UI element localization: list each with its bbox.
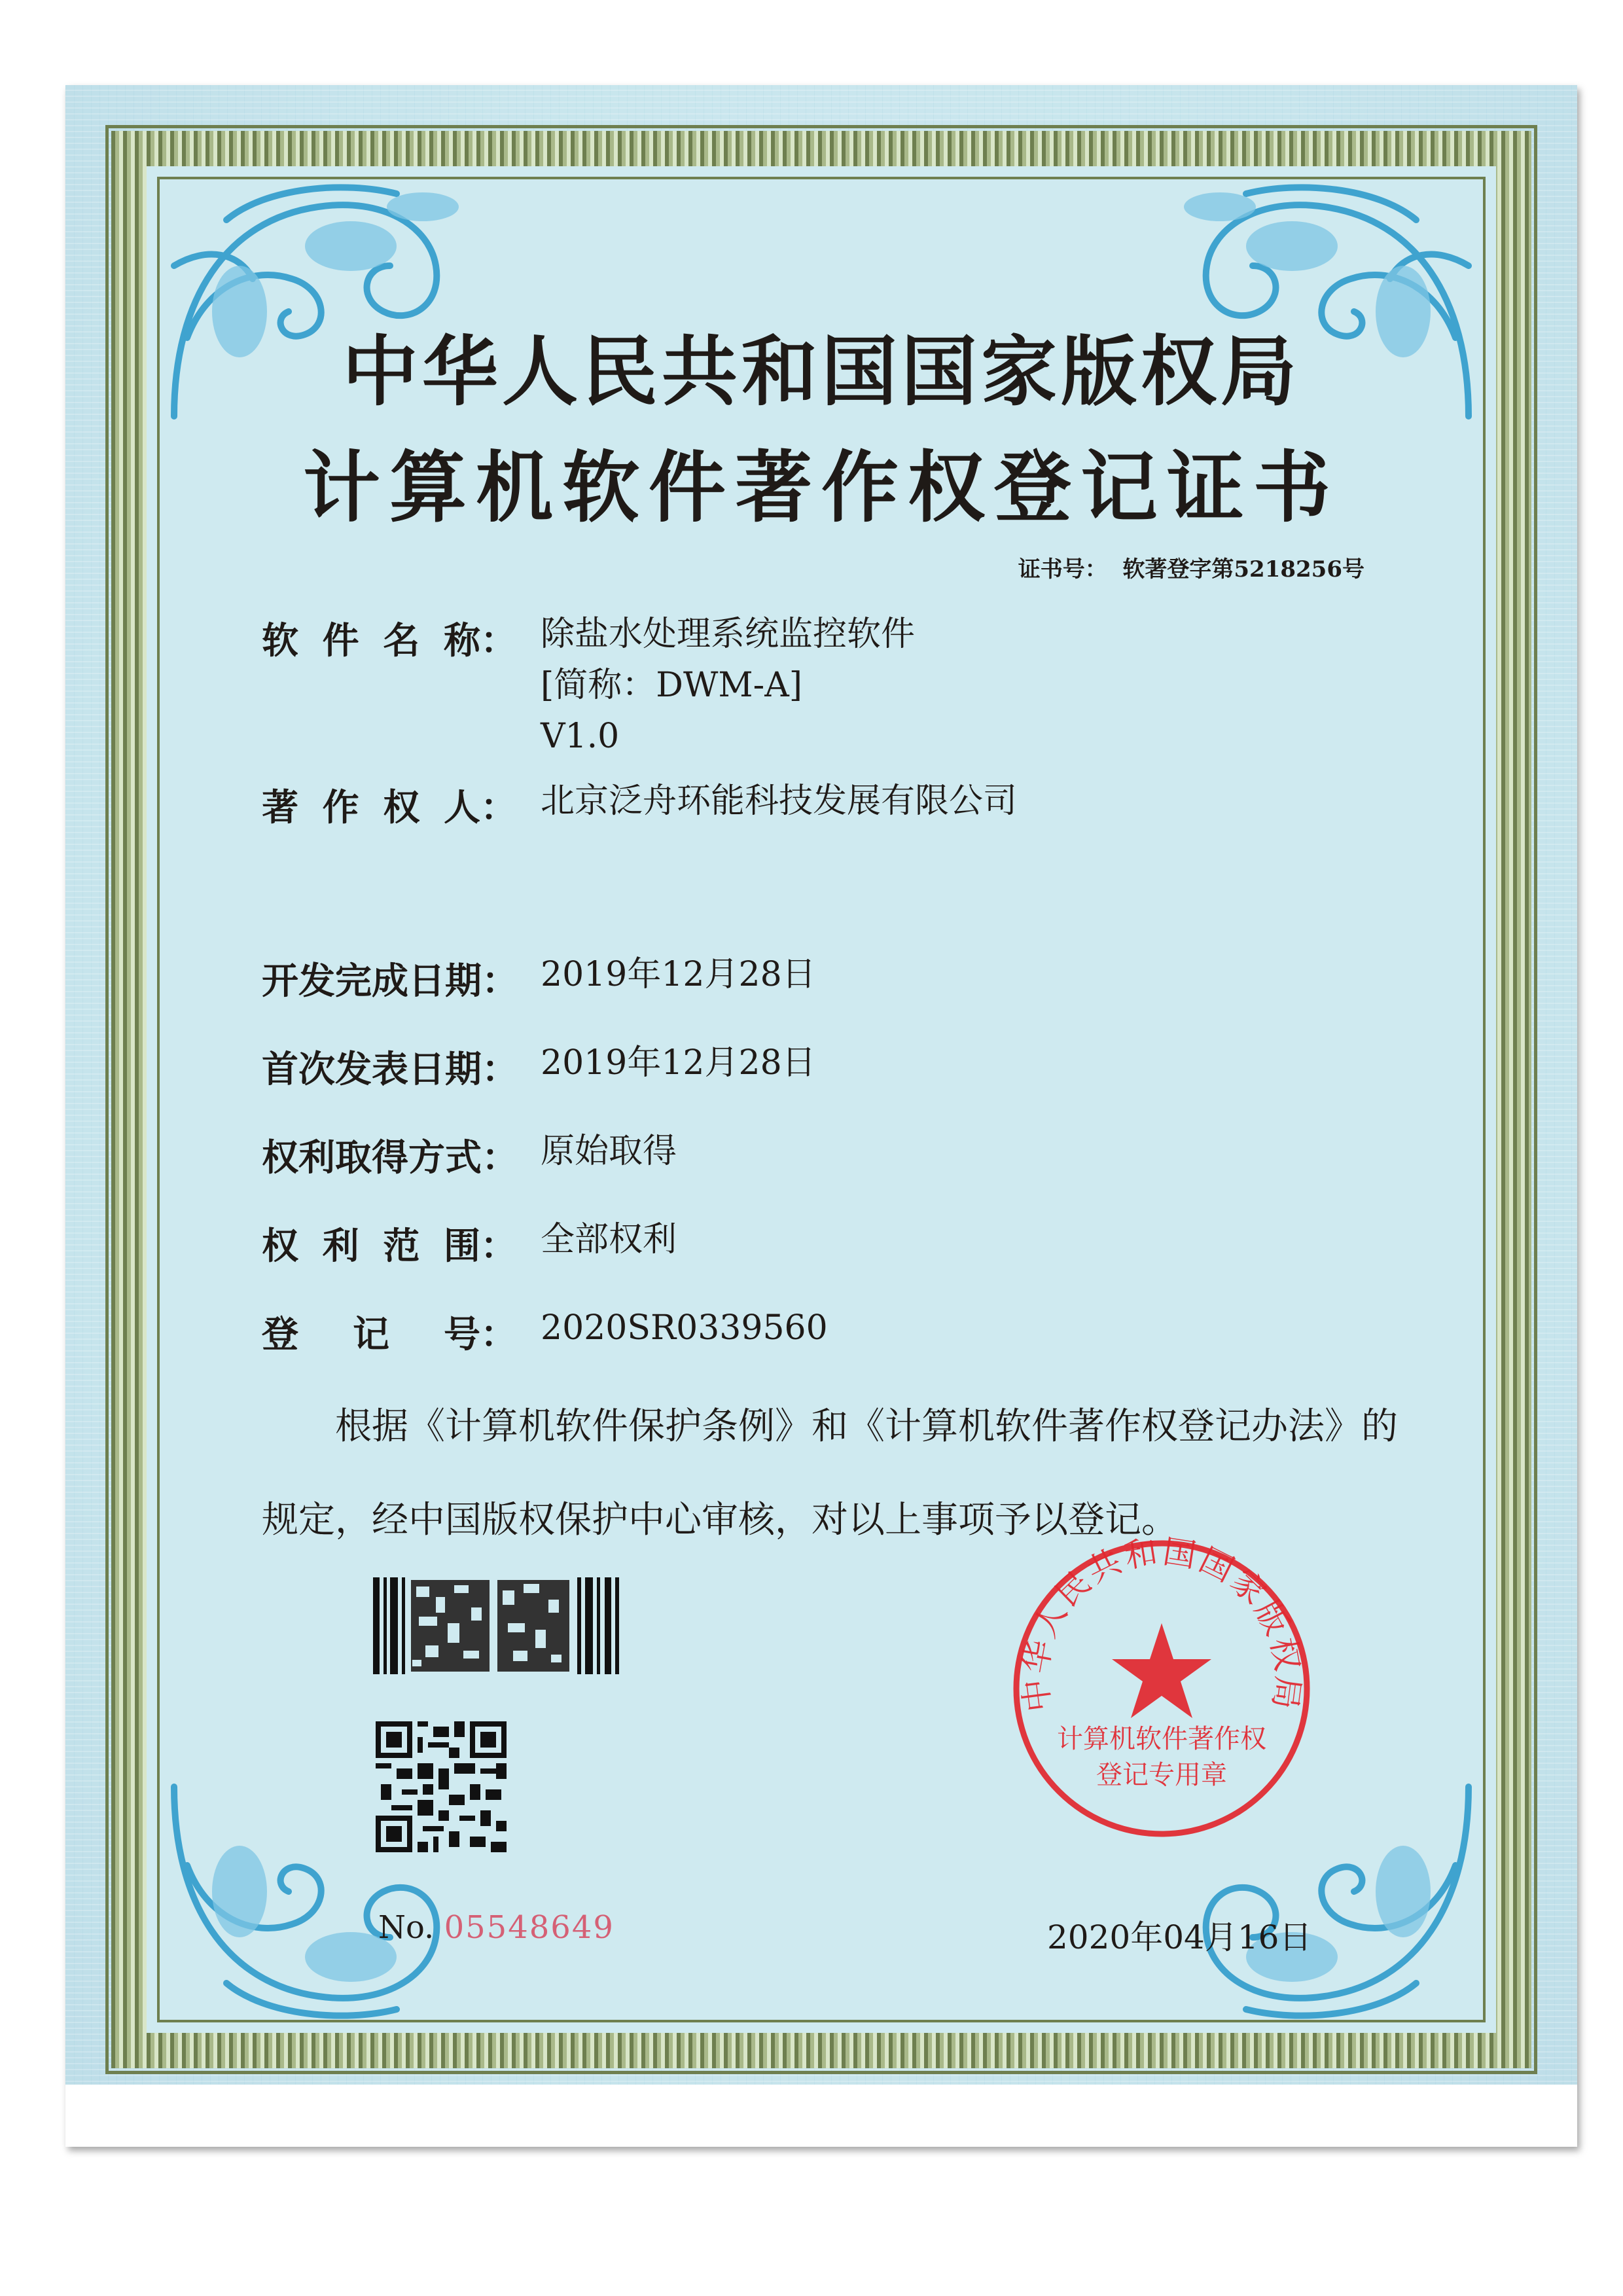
field-label-char: 期： <box>445 1048 518 1091</box>
serial-number: 05548649 <box>444 1909 615 1946</box>
serial-label: No. <box>378 1909 435 1946</box>
certificate-number-line <box>1018 551 1364 583</box>
seal-outer-text: 中华人民共和国国家版权局 <box>1016 1535 1308 1714</box>
field-label-char: 登 <box>262 1313 298 1356</box>
certificate-number: 软著登字第5218256号 <box>1122 556 1364 583</box>
field-value: 北京泛舟环能科技发展有限公司 <box>541 781 1018 821</box>
field-label-char: 开 <box>262 960 298 1003</box>
sheet-bottom-margin <box>65 2085 1577 2147</box>
field-label <box>262 952 517 1005</box>
field-value: V1.0 <box>541 717 620 756</box>
field-label <box>262 1129 517 1181</box>
certificate-sheet <box>65 85 1577 2147</box>
field-label-char: 人： <box>443 786 517 829</box>
field-label-char: 权 <box>262 1136 298 1179</box>
field-value: 2020SR0339560 <box>541 1308 828 1348</box>
field-label-char: 记 <box>353 1313 389 1356</box>
field-label-char: 发 <box>298 960 335 1003</box>
field-label <box>262 1041 517 1093</box>
field-value: [简称：DWM-A] <box>541 666 803 705</box>
field-label-char: 式： <box>445 1136 518 1179</box>
field-label <box>262 612 517 664</box>
field-label-char: 件 <box>322 619 359 662</box>
field-label-char: 权 <box>383 786 420 829</box>
field-label-char: 软 <box>262 619 298 662</box>
field-label-char: 日 <box>408 1048 445 1091</box>
field-label-char: 表 <box>372 1048 408 1091</box>
serial-number-line <box>378 1909 615 1946</box>
field-label-char: 权 <box>262 1225 298 1268</box>
field-label-char: 期： <box>445 960 518 1003</box>
field-label-char: 著 <box>262 786 298 829</box>
field-label-char: 首 <box>262 1048 298 1091</box>
field-value: 全部权利 <box>541 1220 677 1259</box>
field-label-char: 得 <box>372 1136 408 1179</box>
field-label-char: 利 <box>322 1225 359 1268</box>
field-label-char: 完 <box>335 960 372 1003</box>
field-value: 除盐水处理系统监控软件 <box>541 615 916 654</box>
certificate-number-label: 证书号： <box>1018 556 1107 583</box>
field-label-char: 利 <box>298 1136 335 1179</box>
seal-inner-line-2: 登记专用章 <box>1096 1760 1227 1790</box>
field-label-char: 方 <box>408 1136 445 1179</box>
field-label-char: 称： <box>443 619 517 662</box>
barcode <box>373 1577 622 1674</box>
field-label-char: 围： <box>443 1225 517 1268</box>
field-label-char: 名 <box>383 619 420 662</box>
seal-inner-line-1: 计算机软件著作权 <box>1057 1724 1266 1754</box>
official-seal <box>1008 1535 1315 1842</box>
notice-line-1: 根据《计算机软件保护条例》和《计算机软件著作权登记办法》的 <box>335 1405 1398 1448</box>
certificate-title: 计算机软件著作权登记证书 <box>302 442 1340 533</box>
field-label-char: 发 <box>335 1048 372 1091</box>
field-label-char: 号： <box>444 1313 517 1356</box>
field-value: 2019年12月28日 <box>541 955 816 994</box>
field-label-char: 作 <box>322 786 359 829</box>
issue-date: 2020年04月16日 <box>1047 1918 1312 1956</box>
field-label <box>262 1306 517 1358</box>
field-label-char: 成 <box>372 960 408 1003</box>
field-label-char: 日 <box>408 960 445 1003</box>
seal-star-icon <box>1112 1623 1211 1718</box>
field-label <box>262 779 517 831</box>
field-value: 原始取得 <box>541 1132 677 1171</box>
field-label-char: 取 <box>335 1136 372 1179</box>
field-value: 2019年12月28日 <box>541 1043 816 1083</box>
qr-code <box>376 1721 507 1852</box>
field-label-char: 次 <box>298 1048 335 1091</box>
field-label-char: 范 <box>383 1225 420 1268</box>
field-label <box>262 1217 517 1270</box>
issuer-title: 中华人民共和国国家版权局 <box>342 327 1300 416</box>
notice-line-2: 规定，经中国版权保护中心审核，对以上事项予以登记。 <box>262 1499 1178 1541</box>
